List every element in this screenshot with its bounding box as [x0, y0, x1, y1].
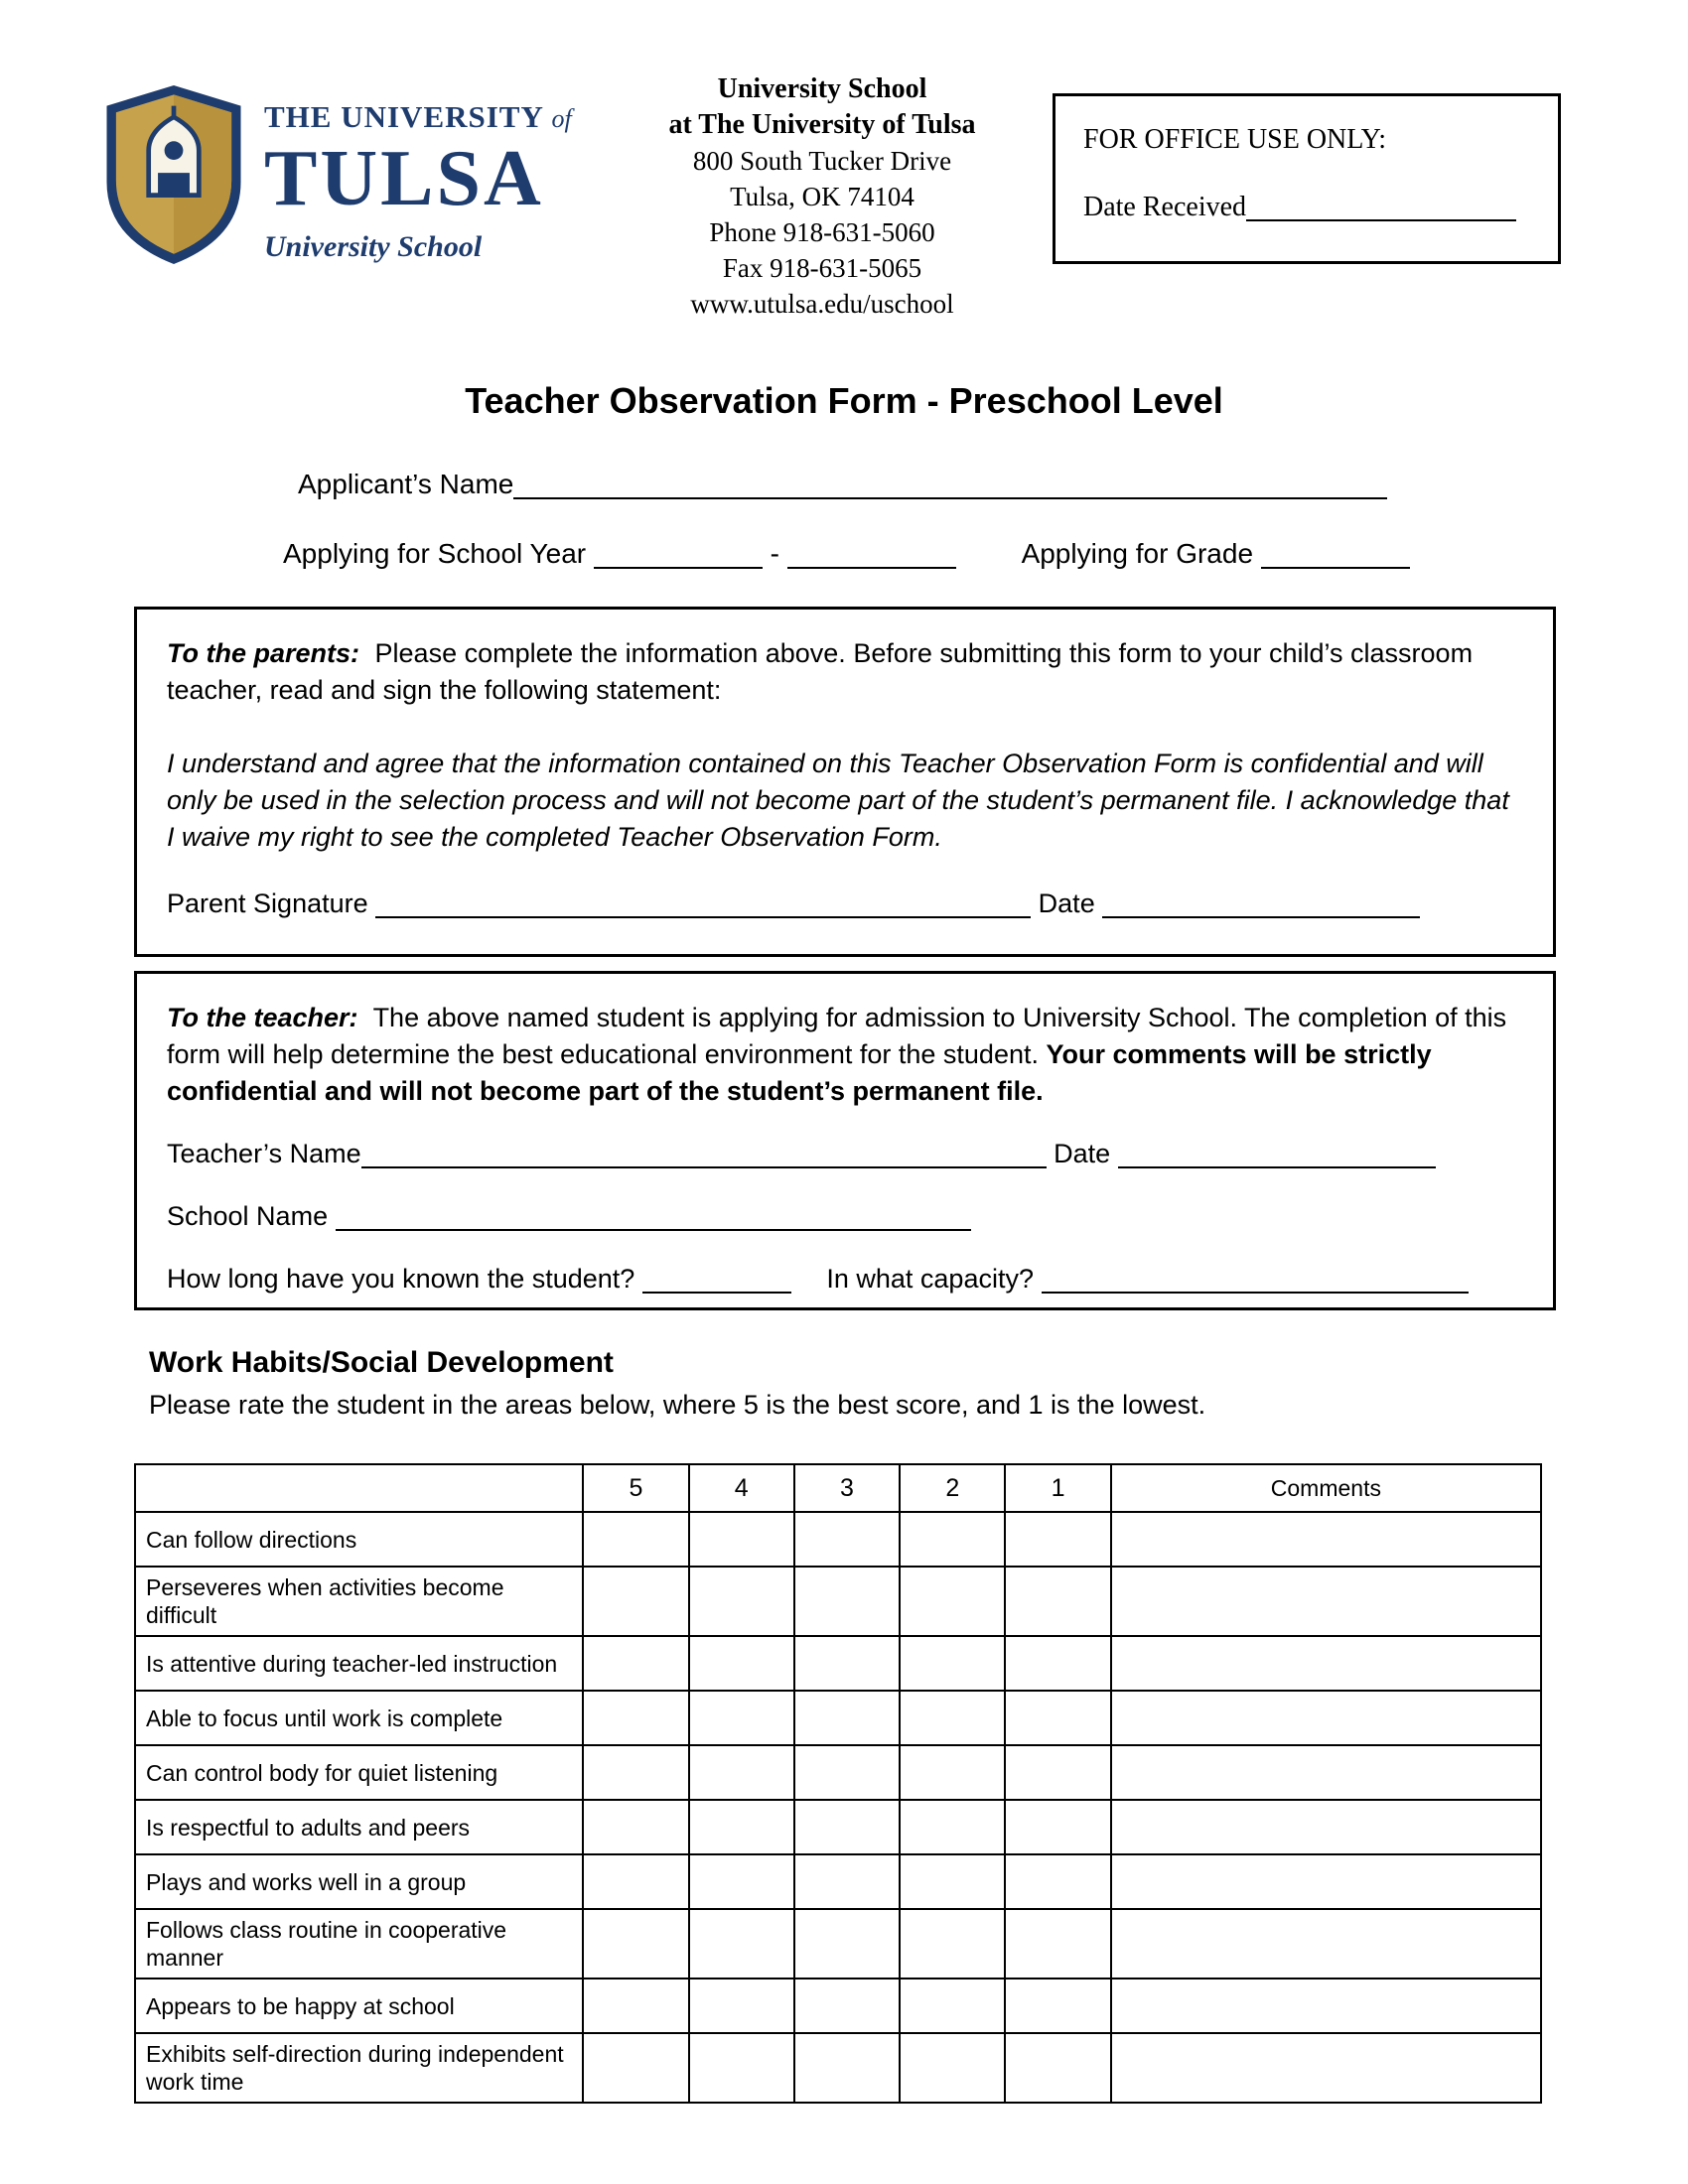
criterion-label: Exhibits self-direction during independent work time — [135, 2033, 583, 2103]
rating-cell-5 — [583, 1512, 688, 1567]
ratings-table — [134, 1463, 1542, 2104]
capacity-label: In what capacity? — [826, 1264, 1034, 1294]
office-use-title: FOR OFFICE USE ONLY: — [1083, 124, 1387, 155]
form-title: Teacher Observation Form - Preschool Level — [465, 380, 1223, 421]
confidentiality-statement: I understand and agree that the information contained on this Teacher Observation Form is confidential and will only be used in the selection process and will not become part of the student’s permanent file. I acknowledge that I waive my right to see the completed Teacher Observation Form. — [167, 749, 1509, 852]
rating-cell-1 — [1005, 2033, 1110, 2103]
ratings-table-body — [135, 1512, 1541, 2103]
rating-cell-1 — [1005, 1909, 1110, 1979]
rating-row — [135, 1854, 1541, 1909]
rating-cell-5 — [583, 1636, 688, 1691]
rating-cell-4 — [689, 1909, 794, 1979]
rating-cell-4 — [689, 1854, 794, 1909]
teacher-name-blank — [361, 1142, 1047, 1168]
known-label: How long have you known the student? — [167, 1264, 635, 1294]
parent-signature-label: Parent Signature — [167, 888, 368, 918]
school-address-block — [574, 71, 1070, 322]
rating-cell-3 — [794, 1854, 900, 1909]
rating-cell-2 — [900, 1745, 1005, 1800]
criteria-column-header — [135, 1464, 583, 1512]
criterion-label: Able to focus until work is complete — [135, 1691, 583, 1745]
address-at-university: at The University of Tulsa — [668, 109, 976, 140]
criterion-label: Is attentive during teacher-led instruction — [135, 1636, 583, 1691]
rating-cell-3 — [794, 1691, 900, 1745]
logo-of: of — [551, 104, 572, 133]
date-received-blank — [1246, 194, 1516, 221]
ratings-table-header — [135, 1464, 1541, 1512]
rating-cell-1 — [1005, 1854, 1110, 1909]
school-year-start-blank — [594, 541, 763, 569]
rating-row — [135, 1512, 1541, 1567]
logo-wordmark — [264, 79, 572, 264]
rating-cell-4 — [689, 1745, 794, 1800]
logo-line-tulsa: TULSA — [264, 135, 544, 222]
comments-cell — [1111, 1745, 1541, 1800]
rating-cell-2 — [900, 1636, 1005, 1691]
rating-cell-3 — [794, 1636, 900, 1691]
teacher-date-blank — [1118, 1142, 1436, 1168]
rating-cell-2 — [900, 1979, 1005, 2033]
rating-cell-3 — [794, 1745, 900, 1800]
teacher-date-label: Date — [1054, 1139, 1111, 1168]
rating-cell-5 — [583, 1800, 688, 1854]
rating-cell-2 — [900, 1691, 1005, 1745]
rating-row — [135, 1909, 1541, 1979]
parents-section — [134, 607, 1556, 957]
criterion-label: Can control body for quiet listening — [135, 1745, 583, 1800]
rating-row — [135, 1567, 1541, 1636]
address-fax: Fax 918-631-5065 — [722, 253, 922, 283]
address-street: 800 South Tucker Drive — [692, 146, 952, 176]
criterion-label: Perseveres when activities become difficult — [135, 1567, 583, 1636]
header-row — [135, 1464, 1541, 1512]
rating-cell-5 — [583, 1909, 688, 1979]
rating-cell-4 — [689, 2033, 794, 2103]
applicant-name-line — [298, 469, 1387, 500]
comments-cell — [1111, 2033, 1541, 2103]
comments-cell — [1111, 1567, 1541, 1636]
parent-date-label: Date — [1038, 888, 1095, 918]
rating-cell-1 — [1005, 1745, 1110, 1800]
rating-cell-5 — [583, 1691, 688, 1745]
school-name-label: School Name — [167, 1201, 329, 1231]
criterion-label: Appears to be happy at school — [135, 1979, 583, 2033]
school-name-line — [167, 1198, 1523, 1235]
school-name-blank — [336, 1204, 971, 1231]
rating-instructions: Please rate the student in the areas below, where 5 is the best score, and 1 is the lowest. — [149, 1390, 1206, 1420]
address-phone: Phone 918-631-5060 — [709, 217, 935, 247]
parents-lead: To the parents: — [167, 638, 360, 668]
teacher-intro-text: The above named student is applying for admission to University School. The completion of this form will help determine the best educational environment for the student. — [167, 1003, 1507, 1069]
rating-cell-5 — [583, 1979, 688, 2033]
rating-cell-1 — [1005, 1512, 1110, 1567]
applying-line — [283, 538, 1410, 570]
criterion-label: Follows class routine in cooperative manner — [135, 1909, 583, 1979]
comments-cell — [1111, 1512, 1541, 1567]
rating-cell-4 — [689, 1800, 794, 1854]
rating-cell-4 — [689, 1512, 794, 1567]
rating-cell-1 — [1005, 1636, 1110, 1691]
parents-intro-paragraph — [167, 635, 1523, 709]
known-blank — [642, 1267, 791, 1294]
score-4-header: 4 — [689, 1464, 794, 1512]
comments-cell — [1111, 1979, 1541, 2033]
rating-cell-2 — [900, 1567, 1005, 1636]
rating-cell-3 — [794, 1800, 900, 1854]
rating-cell-5 — [583, 1745, 688, 1800]
rating-cell-1 — [1005, 1800, 1110, 1854]
comments-cell — [1111, 1800, 1541, 1854]
address-website: www.utulsa.edu/uschool — [690, 289, 954, 319]
university-logo — [99, 79, 572, 270]
date-received-line — [1083, 192, 1530, 223]
rating-cell-2 — [900, 1909, 1005, 1979]
known-capacity-line — [167, 1261, 1523, 1297]
school-year-end-blank — [787, 541, 956, 569]
rating-row — [135, 2033, 1541, 2103]
comments-cell — [1111, 1636, 1541, 1691]
score-5-header: 5 — [583, 1464, 688, 1512]
comments-cell — [1111, 1691, 1541, 1745]
parents-intro-text: Please complete the information above. Before submitting this form to your child’s classroom teacher, read and sign the following statement: — [167, 638, 1474, 705]
office-use-box — [1053, 93, 1561, 264]
rating-cell-3 — [794, 1567, 900, 1636]
comments-cell — [1111, 1909, 1541, 1979]
rating-cell-3 — [794, 2033, 900, 2103]
rating-cell-5 — [583, 2033, 688, 2103]
date-received-label: Date Received — [1083, 192, 1247, 222]
criterion-label: Can follow directions — [135, 1512, 583, 1567]
rating-cell-2 — [900, 2033, 1005, 2103]
parent-date-blank — [1102, 891, 1420, 918]
teacher-intro-paragraph — [167, 1000, 1523, 1110]
comments-cell — [1111, 1854, 1541, 1909]
rating-row — [135, 1979, 1541, 2033]
rating-cell-4 — [689, 1567, 794, 1636]
school-year-label: Applying for School Year — [283, 538, 587, 569]
teacher-section — [134, 971, 1556, 1310]
applicant-name-label: Applicant’s Name — [298, 469, 514, 499]
rating-cell-3 — [794, 1979, 900, 2033]
work-habits-heading: Work Habits/Social Development — [149, 1346, 614, 1379]
rating-cell-2 — [900, 1800, 1005, 1854]
teacher-name-line — [167, 1136, 1523, 1172]
score-2-header: 2 — [900, 1464, 1005, 1512]
school-year-separator: - — [770, 538, 779, 569]
logo-line-university-school: University School — [264, 230, 483, 263]
tulsa-shield-icon — [99, 79, 248, 270]
rating-row — [135, 1745, 1541, 1800]
grade-label: Applying for Grade — [1021, 538, 1254, 569]
logo-line-university: THE UNIVERSITY of — [264, 99, 572, 134]
teacher-name-label: Teacher’s Name — [167, 1139, 361, 1168]
address-school-name: University School — [717, 73, 927, 104]
rating-row — [135, 1691, 1541, 1745]
rating-cell-1 — [1005, 1979, 1110, 2033]
applicant-name-blank — [513, 472, 1387, 499]
teacher-lead: To the teacher: — [167, 1003, 358, 1032]
rating-cell-1 — [1005, 1567, 1110, 1636]
rating-cell-3 — [794, 1909, 900, 1979]
rating-cell-2 — [900, 1512, 1005, 1567]
rating-cell-5 — [583, 1854, 688, 1909]
score-3-header: 3 — [794, 1464, 900, 1512]
rating-cell-1 — [1005, 1691, 1110, 1745]
rating-cell-4 — [689, 1691, 794, 1745]
comments-header: Comments — [1111, 1464, 1541, 1512]
criterion-label: Is respectful to adults and peers — [135, 1800, 583, 1854]
criterion-label: Plays and works well in a group — [135, 1854, 583, 1909]
rating-row — [135, 1800, 1541, 1854]
capacity-blank — [1042, 1267, 1469, 1294]
rating-cell-2 — [900, 1854, 1005, 1909]
parent-signature-line — [167, 886, 1420, 922]
rating-cell-3 — [794, 1512, 900, 1567]
address-city: Tulsa, OK 74104 — [730, 182, 914, 211]
rating-cell-5 — [583, 1567, 688, 1636]
parent-signature-blank — [375, 891, 1031, 918]
rating-row — [135, 1636, 1541, 1691]
rating-cell-4 — [689, 1979, 794, 2033]
score-1-header: 1 — [1005, 1464, 1110, 1512]
teacher-bold-note: Your comments will be strictly confidential and will not become part of the student’s permanent file. — [167, 1039, 1432, 1106]
rating-cell-4 — [689, 1636, 794, 1691]
grade-blank — [1261, 541, 1410, 569]
